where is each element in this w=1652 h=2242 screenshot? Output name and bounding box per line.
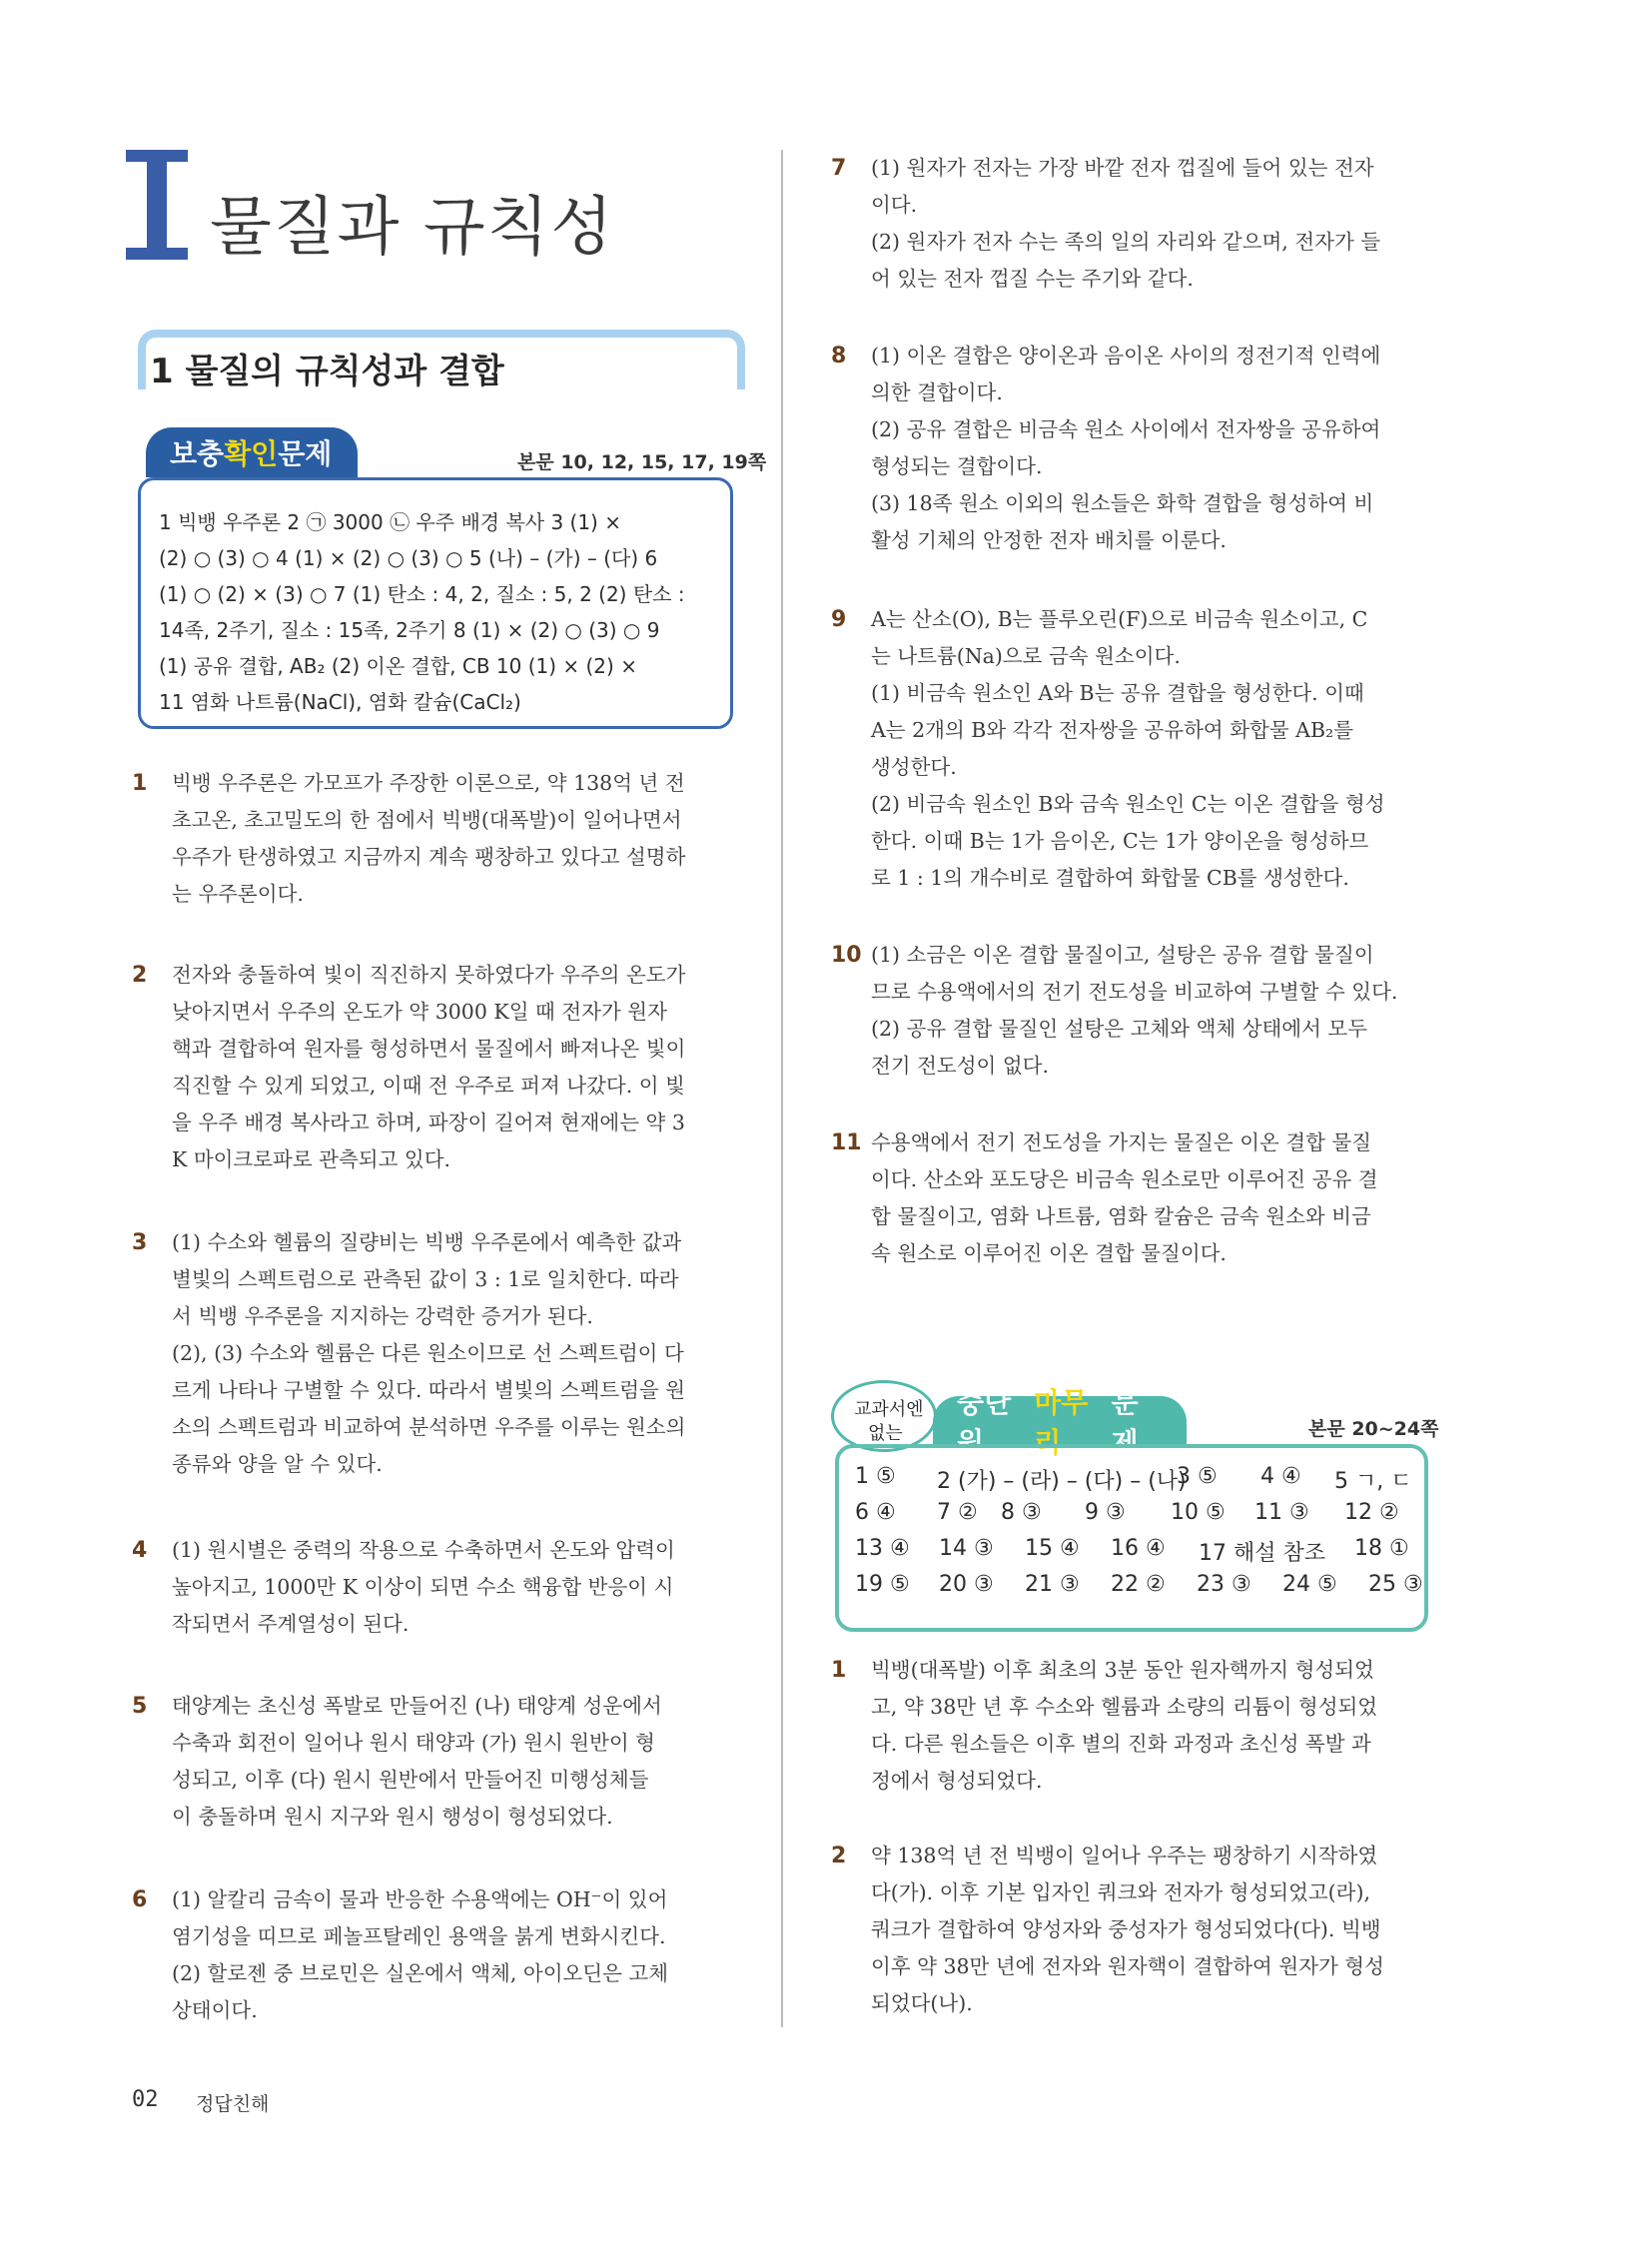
item-line: 이다. 산소와 포도당은 비금속 원소로만 이루어진 공유 결: [871, 1167, 1378, 1191]
item-line: (1) 원시별은 중력의 작용으로 수축하면서 온도와 압력이: [172, 1538, 675, 1562]
item-line: 빅뱅(대폭발) 이후 최초의 3분 동안 원자핵까지 형성되었: [871, 1658, 1374, 1682]
chapter-numeral: [126, 150, 188, 260]
item-text: [871, 150, 1380, 298]
check-answer-line: (1) ○ (2) × (3) ○ 7 (1) 탄소 : 4, 2, 질소 : 5, 2 (2) 탄소 :: [159, 582, 685, 606]
item-line: 생성한다.: [871, 755, 957, 779]
item-text: [871, 1838, 1384, 2022]
item-text: [871, 338, 1380, 559]
item-line: K 마이크로파로 관측되고 있다.: [172, 1147, 451, 1171]
item-line: 속 원소로 이루어진 이온 결합 물질이다.: [871, 1241, 1227, 1265]
section-title: 1 물질의 규칙성과 결합: [150, 352, 504, 391]
check-page-ref: 본문 10, 12, 15, 17, 19쪽: [517, 451, 767, 473]
item-number: 6: [132, 1887, 148, 1912]
item-line: 다(가). 이후 기본 입자인 쿼크와 전자가 형성되었고(라),: [871, 1880, 1370, 1904]
item-line: 수용액에서 전기 전도성을 가지는 물질은 이온 결합 물질: [871, 1130, 1372, 1154]
bubble-text: 없는: [868, 1423, 903, 1444]
review-answer: 17 해설 참조: [1199, 1541, 1325, 1566]
review-answer: 22 ②: [1111, 1572, 1166, 1597]
item-text: [172, 1688, 662, 1836]
item-line: 을 우주 배경 복사라고 하며, 파장이 길어져 현재에는 약 3: [172, 1111, 685, 1134]
item-text: [871, 937, 1397, 1085]
review-tag: 중단원 마무리 문제: [933, 1396, 1187, 1446]
item-line: (2) 공유 결합 물질인 설탕은 고체와 액체 상태에서 모두: [871, 1017, 1368, 1041]
review-answer: 16 ④: [1111, 1536, 1166, 1561]
item-line: 직진할 수 있게 되었고, 이때 전 우주로 퍼져 나갔다. 이 빛: [172, 1074, 685, 1098]
review-answer: 9 ③: [1085, 1500, 1126, 1525]
item-number: 9: [831, 607, 847, 632]
item-line: 형성되는 결합이다.: [871, 454, 1043, 478]
review-answer: 21 ③: [1025, 1572, 1080, 1597]
item-text: [172, 1224, 685, 1483]
review-answer: 13 ④: [855, 1536, 910, 1561]
chapter-title: 물질과 규칙성: [210, 191, 615, 265]
column-divider: [781, 150, 783, 2027]
item-number: 1: [831, 1658, 847, 1683]
item-line: 염기성을 띠므로 페놀프탈레인 용액을 붉게 변화시킨다.: [172, 1924, 666, 1948]
item-number: 2: [831, 1844, 847, 1868]
check-tag: 보충 확인 문제: [146, 427, 358, 477]
review-answer: 4 ④: [1260, 1464, 1301, 1489]
item-line: 약 138억 년 전 빅뱅이 일어나 우주는 팽창하기 시작하였: [871, 1844, 1378, 1868]
item-line: (2) 할로젠 중 브로민은 실온에서 액체, 아이오딘은 고체: [172, 1961, 669, 1985]
item-text: [172, 957, 685, 1178]
bubble-text: 교과서엔: [854, 1399, 924, 1420]
item-line: 정에서 형성되었다.: [871, 1769, 1043, 1793]
item-line: (2) 비금속 원소인 B와 금속 원소인 C는 이온 결합을 형성: [871, 792, 1385, 816]
item-line: (1) 알칼리 금속이 물과 반응한 수용액에는 OH⁻이 있어: [172, 1887, 668, 1911]
item-line: 빅뱅 우주론은 가모프가 주장한 이론으로, 약 138억 년 전: [172, 771, 685, 795]
item-line: 의한 결합이다.: [871, 380, 1003, 404]
item-text: [871, 1124, 1378, 1272]
item-number: 11: [831, 1130, 862, 1155]
review-answer: 10 ⑤: [1171, 1500, 1226, 1525]
review-answer: 20 ③: [939, 1572, 994, 1597]
item-number: 3: [132, 1230, 148, 1255]
item-text: [871, 1652, 1377, 1800]
item-line: (2) 공유 결합은 비금속 원소 사이에서 전자쌍을 공유하여: [871, 417, 1381, 441]
check-answer-line: (1) 공유 결합, AB₂ (2) 이온 결합, CB 10 (1) × (2) ×: [159, 654, 637, 678]
item-line: 초고온, 초고밀도의 한 점에서 빅뱅(대폭발)이 일어나면서: [172, 808, 682, 832]
item-line: 므로 수용액에서의 전기 전도성을 비교하여 구별할 수 있다.: [871, 980, 1398, 1004]
item-line: 로 1 : 1의 개수비로 결합하여 화합물 CB를 생성한다.: [871, 866, 1349, 890]
review-answer: 11 ③: [1254, 1500, 1309, 1525]
check-answer-box: [138, 477, 733, 729]
item-line: 다. 다른 원소들은 이후 별의 진화 과정과 초신성 폭발 과: [871, 1732, 1371, 1756]
item-line: (3) 18족 원소 이외의 원소들은 화학 결합을 형성하여 비: [871, 491, 1374, 515]
item-line: (1) 소금은 이온 결합 물질이고, 설탕은 공유 결합 물질이: [871, 943, 1374, 967]
item-line: (1) 이온 결합은 양이온과 음이온 사이의 정전기적 인력에: [871, 344, 1381, 368]
item-line: 우주가 탄생하였고 지금까지 계속 팽창하고 있다고 설명하: [172, 845, 686, 869]
item-line: 르게 나타나 구별할 수 있다. 따라서 별빛의 스펙트럼을 원: [172, 1378, 686, 1402]
item-line: 이 충돌하며 원시 지구와 원시 행성이 형성되었다.: [172, 1805, 613, 1829]
item-line: 종류와 양을 알 수 있다.: [172, 1452, 383, 1476]
item-line: A는 2개의 B와 각각 전자쌍을 공유하여 화합물 AB₂를: [871, 718, 1354, 742]
review-answer: 14 ③: [939, 1536, 994, 1561]
item-number: 10: [831, 943, 862, 968]
review-answer: 19 ⑤: [855, 1572, 910, 1597]
item-line: (2) 원자가 전자 수는 족의 일의 자리와 같으며, 전자가 들: [871, 230, 1381, 254]
item-line: 전기 전도성이 없다.: [871, 1054, 1049, 1078]
item-line: 소의 스펙트럼과 비교하여 분석하면 우주를 이루는 원소의: [172, 1415, 686, 1439]
item-line: 전자와 충돌하여 빛이 직진하지 못하였다가 우주의 온도가: [172, 963, 686, 987]
item-number: 5: [132, 1694, 148, 1719]
item-number: 1: [132, 771, 148, 796]
review-answer: 23 ③: [1197, 1572, 1251, 1597]
item-line: 이다.: [871, 193, 918, 217]
item-line: (1) 수소와 헬륨의 질량비는 빅뱅 우주론에서 예측한 값과: [172, 1230, 682, 1254]
item-line: 태양계는 초신성 폭발로 만들어진 (나) 태양계 성운에서: [172, 1694, 662, 1718]
item-line: 고, 약 38만 년 후 수소와 헬륨과 소량의 리튬이 형성되었: [871, 1695, 1378, 1719]
item-text: [172, 1881, 668, 2029]
item-line: 는 우주론이다.: [172, 882, 304, 906]
check-answer-line: 14족, 2주기, 질소 : 15족, 2주기 8 (1) × (2) ○ (3) ○ 9: [159, 618, 660, 642]
item-line: (2), (3) 수소와 헬륨은 다른 원소이므로 선 스펙트럼이 다: [172, 1341, 684, 1365]
item-number: 4: [132, 1538, 148, 1563]
item-line: 어 있는 전자 껍질 수는 주기와 같다.: [871, 267, 1194, 291]
item-line: 합 물질이고, 염화 나트륨, 염화 칼슘은 금속 원소와 비금: [871, 1204, 1371, 1228]
check-answer-line: (2) ○ (3) ○ 4 (1) × (2) ○ (3) ○ 5 (나) – (가) – (다) 6: [159, 546, 658, 570]
item-line: 활성 기체의 안정한 전자 배치를 이룬다.: [871, 528, 1227, 552]
review-answer: 3 ⑤: [1177, 1464, 1218, 1489]
review-answer: 5 ㄱ, ㄷ: [1334, 1469, 1412, 1494]
review-answer: 6 ④: [855, 1500, 896, 1525]
item-line: 이후 약 38만 년에 전자와 원자핵이 결합하여 원자가 형성: [871, 1954, 1384, 1978]
review-answer: 15 ④: [1025, 1536, 1080, 1561]
not-in-textbook-bubble: [831, 1380, 937, 1452]
review-answer: 7 ②: [937, 1500, 978, 1525]
item-line: 핵과 결합하여 원자를 형성하면서 물질에서 빠져나온 빛이: [172, 1037, 686, 1061]
item-line: 상태이다.: [172, 1998, 258, 2022]
page-number: 02: [132, 2087, 159, 2112]
item-line: (1) 원자가 전자는 가장 바깥 전자 껍질에 들어 있는 전자: [871, 156, 1374, 180]
review-answer: 8 ③: [1001, 1500, 1042, 1525]
item-line: A는 산소(O), B는 플루오린(F)으로 비금속 원소이고, C: [871, 607, 1368, 631]
check-answer-line: 1 빅뱅 우주론 2 ㉠ 3000 ㉡ 우주 배경 복사 3 (1) ×: [159, 510, 621, 534]
item-line: (1) 비금속 원소인 A와 B는 공유 결합을 형성한다. 이때: [871, 681, 1364, 705]
item-text: [172, 1532, 675, 1643]
item-line: 별빛의 스펙트럼으로 관측된 값이 3 : 1로 일치한다. 따라: [172, 1267, 679, 1291]
review-page-ref: 본문 20~24쪽: [1308, 1418, 1439, 1440]
item-line: 한다. 이때 B는 1가 음이온, C는 1가 양이온을 형성하므: [871, 829, 1369, 853]
item-number: 7: [831, 156, 847, 181]
item-text: [172, 765, 685, 913]
item-number: 8: [831, 344, 847, 369]
footer-label: 정답친해: [196, 2093, 270, 2115]
item-number: 2: [132, 963, 148, 988]
item-line: 높아지고, 1000만 K 이상이 되면 수소 핵융합 반응이 시: [172, 1575, 674, 1599]
item-text: [871, 601, 1385, 897]
review-answer: 24 ⑤: [1282, 1572, 1337, 1597]
item-line: 성되고, 이후 (다) 원시 원반에서 만들어진 미행성체들: [172, 1768, 649, 1792]
review-answer: 18 ①: [1354, 1536, 1409, 1561]
review-answer: 12 ②: [1344, 1500, 1399, 1525]
item-line: 수축과 회전이 일어나 원시 태양과 (가) 원시 원반이 형: [172, 1731, 655, 1755]
review-answer: 25 ③: [1368, 1572, 1423, 1597]
item-line: 쿼크가 결합하여 양성자와 중성자가 형성되었다(다). 빅뱅: [871, 1917, 1381, 1941]
item-line: 는 나트륨(Na)으로 금속 원소이다.: [871, 644, 1181, 668]
item-line: 작되면서 주계열성이 된다.: [172, 1612, 410, 1636]
review-answer: 1 ⑤: [855, 1464, 896, 1489]
review-answer: 2 (가) – (라) – (다) – (나): [937, 1469, 1187, 1494]
check-answer-line: 11 염화 나트륨(NaCl), 염화 칼슘(CaCl₂): [159, 690, 521, 714]
item-line: 낮아지면서 우주의 온도가 약 3000 K일 때 전자가 원자: [172, 1000, 667, 1024]
item-line: 서 빅뱅 우주론을 지지하는 강력한 증거가 된다.: [172, 1304, 593, 1328]
item-line: 되었다(나).: [871, 1991, 973, 2015]
